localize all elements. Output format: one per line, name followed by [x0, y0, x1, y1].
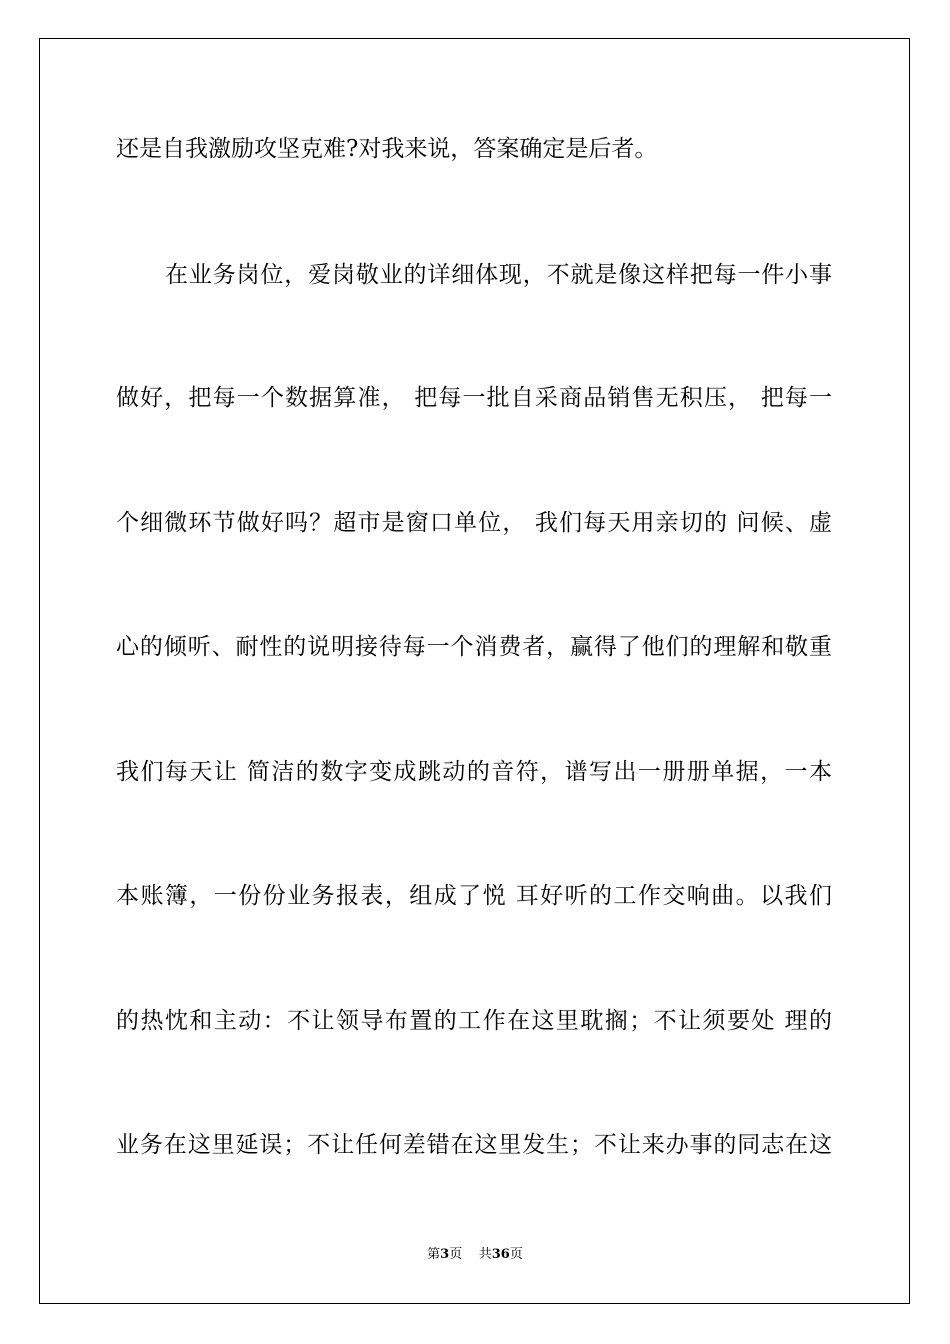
total-pages: 36	[491, 1247, 510, 1262]
paragraph-line-3: 做好，把每一个数据算准， 把每一批自采商品销售无积压， 把每一	[116, 385, 832, 411]
total-prefix: 共	[478, 1247, 492, 1262]
page-footer	[0, 1246, 950, 1264]
paragraph-line-9: 业务在这里延误；不让任何差错在这里发生；不让来办事的同志在这	[116, 1132, 832, 1158]
page-border	[39, 38, 910, 1304]
paragraph-line-5: 心的倾听、耐性的说明接待每一个消费者，赢得了他们的理解和敬重	[116, 634, 832, 660]
total-suffix: 页	[509, 1247, 523, 1262]
paragraph-line-7: 本账簿，一份份业务报表，组成了悦 耳好听的工作交响曲。以我们	[116, 883, 832, 909]
page-prefix: 第	[427, 1247, 441, 1262]
paragraph-line-8: 的热忱和主动：不让领导布置的工作在这里耽搁；不让须要处 理的	[116, 1008, 832, 1034]
paragraph-line-6: 我们每天让 简洁的数字变成跳动的音符，谱写出一册册单据，一本	[116, 759, 832, 785]
paragraph-line-2: 在业务岗位，爱岗敬业的详细体现，不就是像这样把每一件小事	[165, 262, 832, 288]
paragraph-line-4: 个细微环节做好吗？超市是窗口单位， 我们每天用亲切的 问候、虚	[116, 510, 832, 536]
paragraph-line-1: 还是自我激励攻坚克难?对我来说，答案确定是后者。	[116, 136, 658, 162]
page-suffix: 页	[449, 1247, 463, 1262]
page-number: 3	[440, 1247, 450, 1262]
